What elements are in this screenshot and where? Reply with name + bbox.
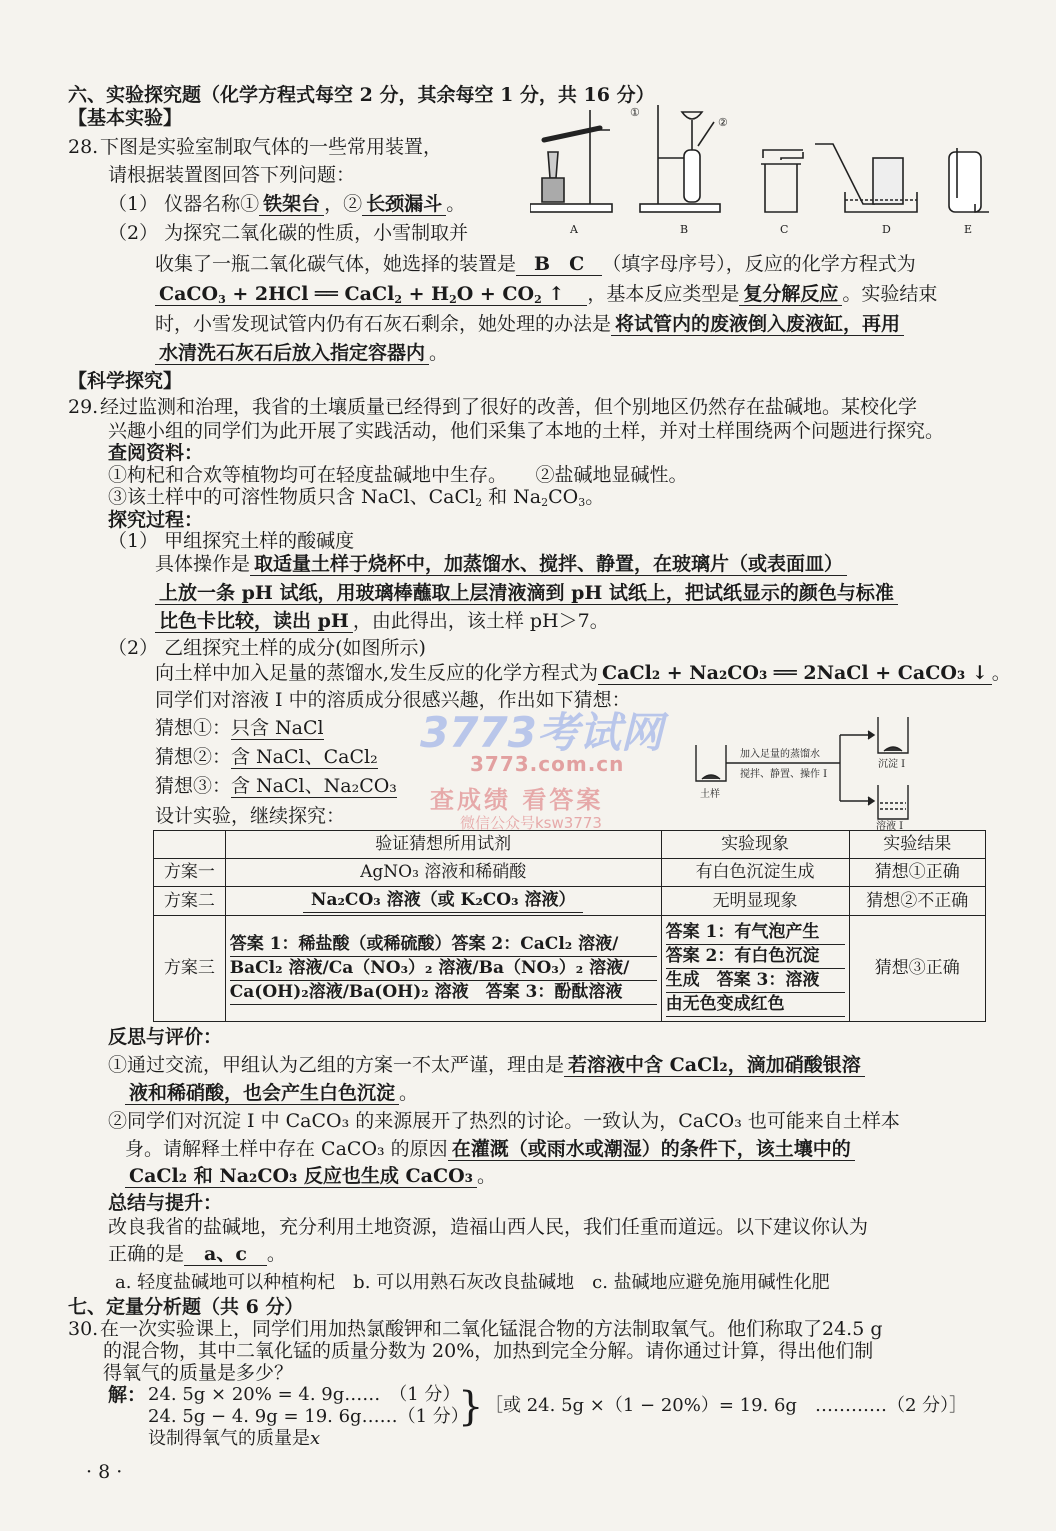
apparatus-label-c: C (780, 223, 789, 236)
science-heading: 【科学探究】 (68, 370, 183, 392)
reference-1: ①枸杞和合欢等植物均可在轻度盐碱地中生存。 ②盐碱地显碱性。 (108, 464, 688, 486)
design-experiment: 设计实验，继续探究： (155, 805, 346, 827)
apparatus-label-b: B (680, 223, 689, 236)
part1-line2 (155, 580, 898, 606)
summary-line2: 正确的是 a、c 。 (108, 1243, 286, 1265)
apparatus-e (949, 148, 989, 212)
q28-part1: （1） 仪器名称① 铁架台 ，② 长颈漏斗 。 (108, 193, 466, 215)
part1-line3: 比色卡比较，读出 pH ，由此得出，该土样 pH＞7。 (155, 608, 609, 634)
watermark-slogan: 查成绩 看答案 (430, 785, 604, 814)
q30-line1: 30.在一次实验课上，同学们用加热氯酸钾和二氧化锰混合物的方法制取氧气。他们称取了24.5 g (68, 1318, 883, 1340)
answer-apparatus-choice: B C (516, 253, 602, 276)
apparatus-label-d: D (882, 223, 891, 236)
table-row: 方案三 答案 1：稀盐酸（或稀硫酸）答案 2：CaCl₂ 溶液/ BaCl₂ 溶液/Ca（NO₃）₂ 溶液/Ba（NO₃）₂ 溶液/ Ca(OH)₂溶液/Ba(OH)₂ 溶液 答案 3：酚酞溶液 答案 1：有气泡产生 答案 2：有白色沉淀 生成 答案 3：溶液 由无色变成红色 猜想③正确 (154, 916, 986, 1022)
diagram-arrow-bottom: 搅拌、静置、操作 I (740, 769, 828, 780)
reflect-2-line2: 身。请解释土样中存在 CaCO₃ 的原因 在灌溉（或雨水或潮湿）的条件下，该土壤中的 (125, 1136, 855, 1162)
summary-line1: 改良我省的盐碱地，充分利用土地资源，造福山西人民，我们任重而道远。以下建议你认为 (108, 1216, 869, 1238)
diagram-solution-label: 溶液 I (876, 821, 904, 830)
solution-step1: 24. 5g × 20% = 4. 9g…… （1 分） (148, 1384, 461, 1405)
reflect-1-line1: ①通过交流，甲组认为乙组的方案一不太严谨，理由是 若溶液中含 CaCl₂，滴加硝酸银溶 (108, 1052, 865, 1078)
part2-line3: 同学们对溶液 I 中的溶质成分很感兴趣，作出如下猜想： (155, 689, 631, 711)
solution-step3: 设制得氧气的质量是x (148, 1428, 321, 1449)
reference-3: ③该土样中的可溶性物质只含 NaCl、CaCl$_2$ 和 $Na_2CO_3$。 (108, 486, 605, 509)
table-row: 方案二 Na₂CO₃ 溶液（或 K₂CO₃ 溶液） 无明显现象 猜想②不正确 (154, 887, 986, 916)
watermark-url: 3773.com.cn (470, 752, 625, 776)
answer-summary: a、c (184, 1243, 267, 1266)
part2-title: （2） 乙组探究土样的成分(如图所示) (108, 637, 426, 659)
apparatus-a (530, 110, 612, 212)
reflect-2-line1: ②同学们对沉淀 I 中 CaCO₃ 的来源展开了热烈的讨论。一致认为，CaCO₃ 也可能来自土样本 (108, 1110, 900, 1132)
page-number: · 8 · (86, 1461, 123, 1483)
label-circle-2: ② (718, 116, 728, 129)
answer-handling-b: 水清洗石灰石后放入指定容器内 (155, 342, 429, 365)
reflect-2-line3: CaCl₂ 和 Na₂CO₃ 反应也生成 CaCO₃ 。 (125, 1163, 496, 1189)
answer-ph-step1: 取适量土样于烧杯中，加蒸馏水、搅拌、静置，在玻璃片（或表面皿） (250, 553, 847, 576)
answer-long-neck-funnel: 长颈漏斗 (362, 193, 446, 216)
diagram-arrow-top: 加入足量的蒸馏水 (740, 749, 820, 760)
answer-reflect-1b: 液和稀硝酸，也会产生白色沉淀 (125, 1082, 399, 1105)
soil-process-diagram (690, 715, 990, 830)
solution-brace: } (458, 1384, 484, 1430)
solution-label: 解： (108, 1384, 147, 1406)
gas-apparatus-figure (530, 100, 1000, 245)
q30-line2: 的混合物，其中二氧化锰的质量分数为 20%，加热到完全分解。请你通过计算，得出他们制 (103, 1340, 874, 1362)
q28-part2-line2: 收集了一瓶二氧化碳气体，她选择的装置是 B C （填字母序号），反应的化学方程式为 (155, 253, 916, 275)
answer-reaction-type: 复分解反应 (739, 283, 842, 306)
answer-ph-step2: 上放一条 pH 试纸，用玻璃棒蘸取上层清液滴到 pH 试纸上，把试纸显示的颜色与标准 (155, 582, 898, 605)
header-reagent: 验证猜想所用试剂 (225, 831, 661, 859)
section7-title: 七、定量分析题（共 6 分） (68, 1296, 304, 1318)
guess-3: 猜想③：含 NaCl、Na₂CO₃ (155, 775, 397, 797)
apparatus-label-a: A (570, 223, 578, 236)
reflect-1-line2: 液和稀硝酸，也会产生白色沉淀 。 (125, 1080, 418, 1106)
q28-line1: 28.下图是实验室制取气体的一些常用装置， (68, 136, 443, 158)
watermark-logo: 3773考试网 (420, 708, 663, 757)
experiment-table (153, 830, 986, 1022)
diagram-soil-label: 土样 (700, 789, 720, 800)
label-circle-1: ① (630, 106, 640, 119)
answer-equation: CaCO$_3$ + 2HCl ══ CaCl$_2$ + $H_2O + CO_2$ ↑ (155, 283, 587, 306)
q28-line2: 请根据装置图回答下列问题： (108, 164, 356, 186)
basic-experiment-heading: 【基本实验】 (68, 107, 183, 129)
answer-ph-step3: 比色卡比较，读出 pH (155, 610, 353, 633)
summary-title: 总结与提升： (108, 1192, 223, 1214)
part2-line2: 向土样中加入足量的蒸馏水,发生反应的化学方程式为 CaCl₂ + Na₂CO₃ ══ 2NaCl + CaCO₃ ↓ 。 (155, 662, 1011, 684)
table-row: 方案一 AgNO₃ 溶液和稀硝酸 有白色沉淀生成 猜想①正确 (154, 859, 986, 887)
q28-part2-line5: 水清洗石灰石后放入指定容器内 。 (155, 340, 448, 366)
apparatus-label-e: E (964, 223, 973, 236)
q29-line1: 29.经过监测和治理，我省的土壤质量已经得到了很好的改善，但个别地区仍然存在盐碱地。某校化学 (68, 396, 918, 418)
answer-reflect-2a: 在灌溉（或雨水或潮湿）的条件下，该土壤中的 (448, 1138, 855, 1161)
solution-alternative: ［或 24. 5g ×（1 − 20%）= 19. 6g …………（2 分）］ (485, 1395, 968, 1416)
q30-line3: 得氧气的质量是多少？ (103, 1362, 294, 1384)
process-title: 探究过程： (108, 509, 204, 531)
watermark-wechat: 微信公众号ksw3773 (460, 814, 602, 832)
answer-reflect-1a: 若溶液中含 CaCl₂，滴加硝酸银溶 (564, 1054, 865, 1077)
guess-1: 猜想①：只含 NaCl (155, 717, 324, 739)
q28-part2-line4: 时，小雪发现试管内仍有石灰石剩余，她处理的办法是 将试管内的废液倒入废液缸，再用 (155, 311, 904, 337)
q28-part2-line3: CaCO$_3$ + 2HCl ══ CaCl$_2$ + $H_2O + CO_2$ ↑ ，基本反应类型是 复分解反应 。实验结束 (155, 281, 937, 307)
q28-part2-line1: （2） 为探究二氧化碳的性质，小雪制取并 (108, 222, 469, 244)
section6-title: 六、实验探究题（化学方程式每空 2 分，其余每空 1 分，共 16 分） (68, 84, 655, 106)
answer-reflect-2b: CaCl₂ 和 Na₂CO₃ 反应也生成 CaCO₃ (125, 1165, 477, 1188)
reference-title: 查阅资料： (108, 442, 204, 464)
guess-2: 猜想②：含 NaCl、CaCl₂ (155, 746, 378, 768)
reflect-title: 反思与评价： (108, 1026, 223, 1048)
summary-options: a. 轻度盐碱地可以种植枸杞 b. 可以用熟石灰改良盐碱地 c. 盐碱地应避免施用碱性化肥 (115, 1272, 830, 1293)
q29-line2: 兴趣小组的同学们为此开展了实践活动，他们采集了本地的土样，并对土样围绕两个问题进行探究。 (108, 420, 945, 442)
answer-iron-stand: 铁架台 (259, 193, 324, 216)
solution-step2: 24. 5g − 4. 9g = 19. 6g……（1 分） (148, 1406, 469, 1427)
header-phenomenon: 实验现象 (661, 831, 849, 859)
diagram-precip-label: 沉淀 I (878, 759, 906, 770)
header-result: 实验结果 (849, 831, 986, 859)
apparatus-c (761, 150, 803, 212)
apparatus-b (640, 105, 720, 212)
answer-handling-a: 将试管内的废液倒入废液缸，再用 (611, 313, 904, 336)
answer-soil-equation: CaCl₂ + Na₂CO₃ ══ 2NaCl + CaCO₃ ↓ (598, 662, 992, 685)
apparatus-d (815, 144, 917, 212)
table-header-row (154, 831, 986, 859)
part1-line1: 具体操作是 取适量土样于烧杯中，加蒸馏水、搅拌、静置，在玻璃片（或表面皿） (155, 551, 847, 577)
part1-title: （1） 甲组探究土样的酸碱度 (108, 530, 355, 552)
